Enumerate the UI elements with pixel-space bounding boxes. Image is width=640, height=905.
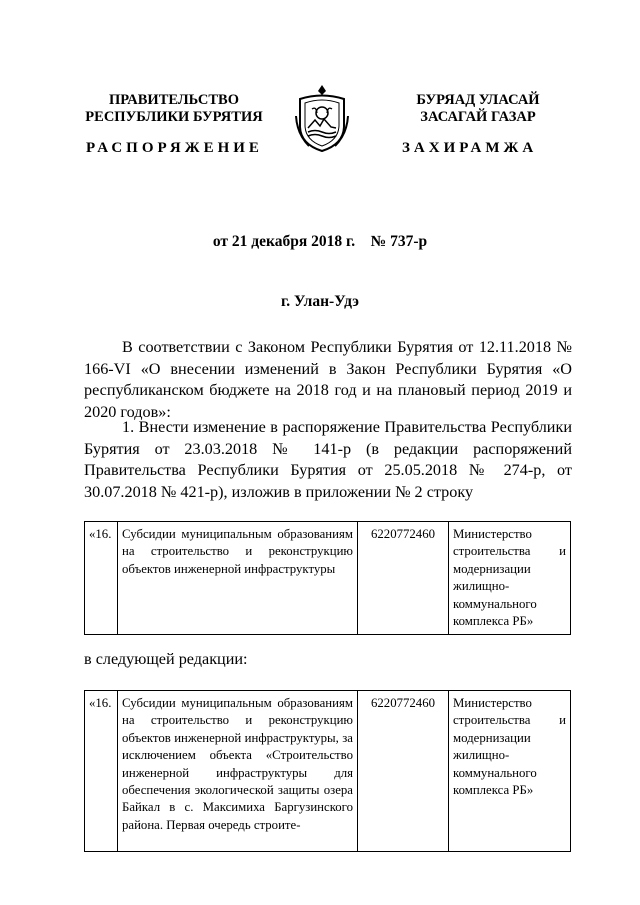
document-date-number: от 21 декабря 2018 г. № 737-р [212,233,428,250]
header-right-line-2: ЗАСАГАЙ ГАЗАР [420,109,536,125]
header-left-line-1: ПРАВИТЕЛЬСТВО [109,92,239,108]
doc-type-left: РАСПОРЯЖЕНИЕ [86,140,263,156]
doc-type-right: ЗАХИРАМЖА [402,140,538,156]
header-left [74,92,274,126]
preamble-text: В соответствии с Законом Республики Бурятия от 12.11.2018 № 166-VI «О внесении изменений в Закон Республики Бурятия «О республиканском бюджете на 2018 год и на плановый период 2019 и 2020 годов»: [84,338,572,421]
header-right-line-1: БУРЯАД УЛАСАЙ [416,92,540,108]
item-1-text: 1. Внести изменение в распоряжение Правительства Республики Бурятия от 23.03.2018 № 141-р (в редакции распоряжений Правительства Республики Бурятия от 25.05.2018 № 274-р, от 30.07.2018 № 421-р), изложив в приложении № 2 строку [84,418,572,501]
header-right [378,92,578,126]
table-row [85,691,571,852]
row-description: Субсидии муниципальным образованиям на строительство и реконструкцию объектов инженерной инфраструктуры [118,522,358,635]
row-ministry: Министерство строительства и модернизации жилищно-коммунального комплекса РБ» [449,522,571,635]
coat-of-arms-icon [293,82,351,154]
preamble-paragraph [84,337,572,423]
item-1-paragraph [84,417,572,503]
row-ministry: Министерство строительства и модернизации жилищно-коммунального комплекса РБ» [449,691,571,852]
row-number: «16. [85,691,118,852]
transition-text: в следующей редакции: [84,650,248,668]
row-code: 6220772460 [358,522,449,635]
row-description: Субсидии муниципальным образованиям на строительство и реконструкцию объектов инженерной инфраструктуры, за исключением объекта «Строительство инженерной инфраструктуры для обеспечения экологической защиты озера Байкал в с. Максимиха Баргузинского района. Первая очередь строите- [118,691,358,852]
old-row-table [84,521,571,635]
table-row [85,522,571,635]
row-number: «16. [85,522,118,635]
document-city: г. Улан-Удэ [280,293,359,310]
header-left-line-2: РЕСПУБЛИКИ БУРЯТИЯ [85,109,263,125]
new-row-table [84,690,571,852]
row-code: 6220772460 [358,691,449,852]
